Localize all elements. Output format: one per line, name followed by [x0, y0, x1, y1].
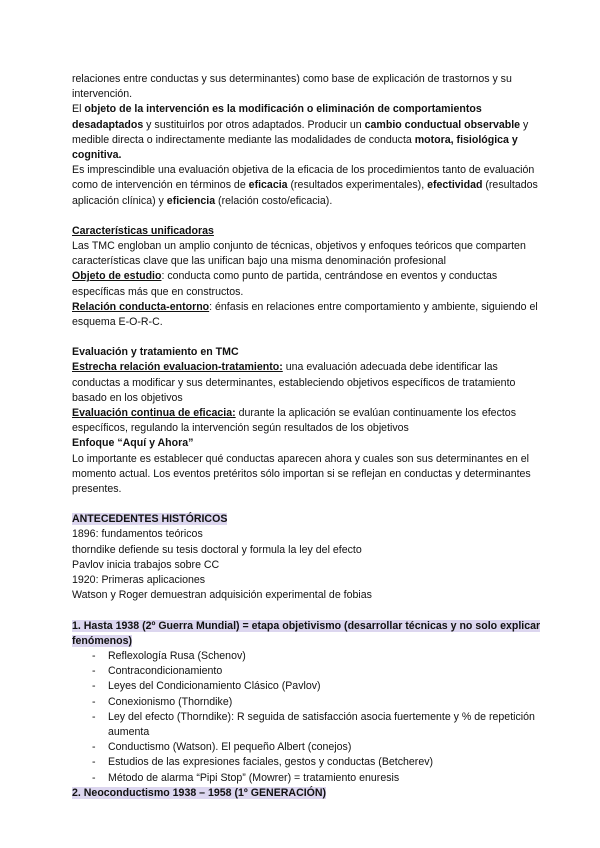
eval-paragraph: Es imprescindible una evaluación objetiva de la eficacia de los procedimientos tanto de evaluación como de intervención en términos de eficacia (resultados experimentales), efectividad (resultados aplicación clínica) y eficiencia (relación costo/eficacia). — [72, 164, 538, 207]
list-item: - Conductismo (Watson). El pequeño Albert (conejos) — [92, 740, 542, 755]
relacion-item: Relación conducta-entorno: énfasis en relaciones entre comportamiento y ambiente, siguiendo el esquema E-O-R-C. — [72, 300, 538, 329]
antecedente-line: Pavlov inicia trabajos sobre CC — [72, 558, 220, 571]
intro-paragraph: relaciones entre conductas y sus determinantes) como base de explicación de trastornos y su intervención. — [72, 73, 512, 101]
list-item: - Estudios de las expresiones faciales, gestos y conductas (Betcherev) — [92, 755, 542, 770]
document-page — [72, 72, 542, 801]
list-item: - Reflexología Rusa (Schenov) — [92, 649, 542, 664]
antecedentes-heading: ANTECEDENTES HISTÓRICOS — [72, 513, 228, 526]
caracteristicas-intro: Las TMC engloban un amplio conjunto de técnicas, objetivos y enfoques teóricos que comparten características clave que las unifican bajo una misma denominación profesional — [72, 240, 526, 268]
evaluacion-continua-item: Evaluación continua de eficacia: durante la aplicación se evalúan continuamente los efectos específicos, regulando la intervención según resultados de los objetivos — [72, 407, 516, 435]
etapa1-list — [72, 649, 542, 786]
list-item: - Método de alarma “Pipi Stop” (Mowrer) = tratamiento enuresis — [92, 771, 542, 786]
estrecha-relacion-item: Estrecha relación evaluacion-tratamiento: una evaluación adecuada debe identificar las conductas a modificar y sus determinantes, estableciendo objetivos específicos de tratamiento basado en los objetivos — [72, 361, 516, 404]
evaluacion-heading: Evaluación y tratamiento en TMC — [72, 346, 239, 359]
caracteristicas-heading: Características unificadoras — [72, 224, 214, 237]
list-item: - Contracondicionamiento — [92, 664, 542, 679]
list-item: - Leyes del Condicionamiento Clásico (Pavlov) — [92, 679, 542, 694]
objeto-paragraph: El objeto de la intervención es la modificación o eliminación de comportamientos desadaptados y sustituirlos por otros adaptados. Producir un cambio conductual observable y medible directa o indirectamente mediante las modalidades de conducta motora, fisiológica y cognitiva. — [72, 103, 529, 162]
etapa1-heading: 1. Hasta 1938 (2º Guerra Mundial) = etapa objetivismo (desarrollar técnicas y no solo explicar fenómenos) — [72, 619, 541, 647]
list-item: - Ley del efecto (Thorndike): R seguida de satisfacción asocia fuertemente y % de repetición aumenta — [92, 710, 542, 740]
antecedente-line: 1920: Primeras aplicaciones — [72, 574, 206, 587]
enfoque-text: Lo importante es establecer qué conductas aparecen ahora y cuales son sus determinantes en el momento actual. Los eventos pretéritos sólo importan si se reflejan en conductas y determinantes presentes. — [72, 452, 531, 496]
objeto-estudio-item: Objeto de estudio: conducta como punto de partida, centrándose en eventos y conductas específicas más que en constructos. — [72, 270, 498, 298]
antecedente-line: Watson y Roger demuestran adquisición experimental de fobias — [72, 589, 372, 602]
antecedente-line: 1896: fundamentos teóricos — [72, 528, 203, 541]
enfoque-heading: Enfoque “Aquí y Ahora” — [72, 437, 194, 450]
list-item: - Conexionismo (Thorndike) — [92, 695, 542, 710]
antecedente-line: thorndike defiende su tesis doctoral y formula la ley del efecto — [72, 543, 362, 556]
etapa2-heading: 2. Neoconductismo 1938 – 1958 (1º GENERACIÓN) — [72, 786, 327, 799]
